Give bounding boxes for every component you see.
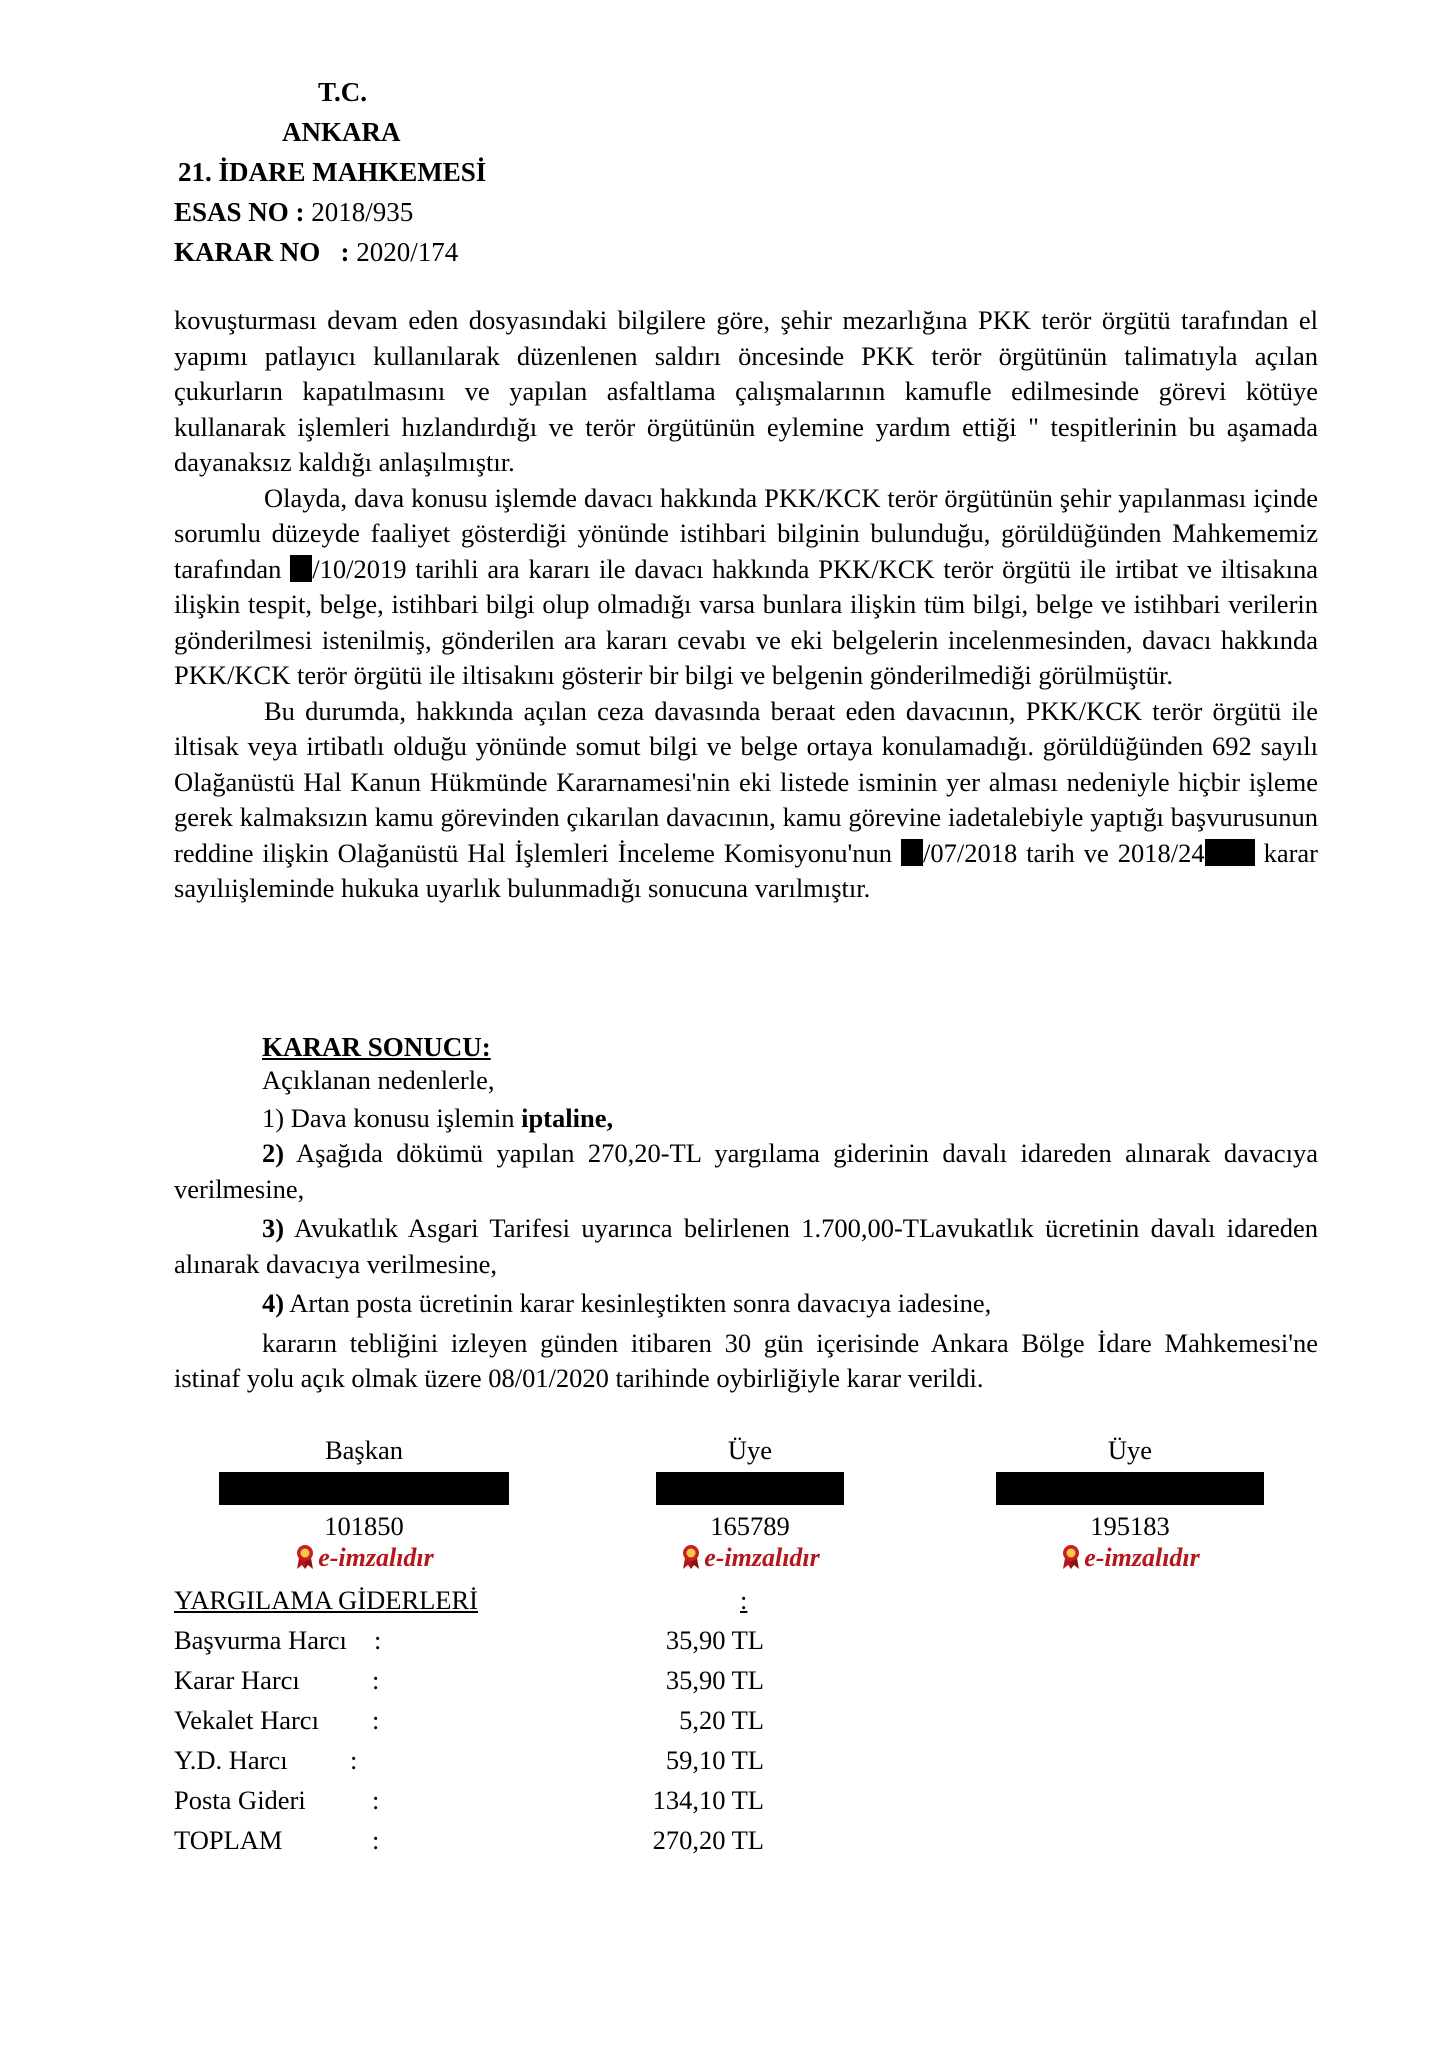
fee-amount: 35,90 TL: [665, 1665, 764, 1695]
result-item-1: [262, 1100, 613, 1136]
result-heading: KARAR SONUCU:: [262, 1032, 491, 1062]
fee-colon: :: [372, 1785, 380, 1815]
fee-label: TOPLAM: [174, 1825, 283, 1855]
e-signature-text: e-imzalıdır: [1084, 1543, 1200, 1572]
fee-label: Başvurma Harcı: [174, 1625, 347, 1655]
item-2-text: Aşağıda dökümü yapılan 270,20-TL yargılama giderinin davalı idareden alınarak davacıya verilmesine,: [174, 1138, 1318, 1204]
e-signature-text: e-imzalıdır: [318, 1543, 434, 1572]
seal-icon: [294, 1544, 316, 1570]
item-4-number: 4): [262, 1288, 285, 1318]
redaction-bar: [901, 839, 923, 866]
item-2-number: 2): [262, 1138, 285, 1168]
fees-heading: YARGILAMA GİDERLERİ: [174, 1585, 478, 1615]
body-text: [174, 303, 1318, 907]
signature-title: Üye: [727, 1435, 773, 1465]
header-country: T.C.: [318, 77, 368, 107]
item-3-text: Avukatlık Asgari Tarifesi uyarınca belirlenen 1.700,00-TLavukatlık ücretinin davalı idareden alınarak davacıya verilmesine,: [174, 1213, 1318, 1279]
fee-colon: :: [372, 1825, 380, 1855]
karar-value: 2020/174: [356, 237, 459, 267]
paragraph-2-part-a: Olayda, dava konusu işlemde davacı hakkında PKK/KCK terör örgütünün şehir yapılanması içinde sorumlu düzeyde faaliyet gösterdiği yönünde istihbari bilginin bulunduğu, görüldüğünden Mahkememiz tarafından: [174, 482, 1318, 584]
signature-uye-1: [600, 1432, 900, 1575]
fee-label: Y.D. Harcı: [174, 1745, 288, 1775]
item-4-text: Artan posta ücretinin karar kesinleştikten sonra davacıya iadesine,: [284, 1288, 992, 1318]
fee-amount: 134,10 TL: [652, 1785, 764, 1815]
item-1-bold: iptaline,: [521, 1103, 614, 1133]
paragraph-2-part-b: /10/2019 tarihli ara kararı ile davacı hakkında PKK/KCK terör örgütü ile irtibat ve iltisakına ilişkin tespit, belge, istihbari bilgi olup olmadığı varsa bunlara ilişkin tüm bilgi, belge ve istihbari verilerin gönderilmesi istenilmiş, gönderilen ara kararı cevabı ve eki belgelerin incelenmesinden, davacı hakkında PKK/KCK terör örgütü ile iltisakını gösterir bir bilgi ve belgenin gönderilmediği görülmüştür.: [174, 553, 1318, 690]
fees-table: [174, 1580, 874, 1880]
header-city: ANKARA: [282, 117, 401, 147]
paragraph-3-part-a: Bu durumda, hakkında açılan ceza davasında beraat eden davacının, PKK/KCK terör örgütü ile iltisak veya irtibatlı olduğu yönünde somut bilgi ve belge ortaya konulamadığı. görüldüğünden 692 sayılı Olağanüstü Hal Kanun Hükmünde Kararnamesi'nin eki listede isminin yer alması nedeniyle hiçbir işleme gerek kalmaksızın kamu görevinden çıkarılan davacının, kamu görevine iadetalebiyle yaptığı başvurusunun reddine ilişkin Olağanüstü Hal İşlemleri İnceleme Komisyonu'nun: [174, 695, 1318, 868]
paragraph-3: [174, 694, 1318, 907]
seal-icon: [1060, 1544, 1082, 1570]
redaction-bar: [290, 555, 312, 582]
fee-label: Posta Gideri: [174, 1785, 306, 1815]
esas-value: 2018/935: [311, 197, 414, 227]
result-closing: kararın tebliğini izleyen günden itibaren 30 gün içerisinde Ankara Bölge İdare Mahkemesi'ne istinaf yolu açık olmak üzere 08/01/2020 tarihinde oybirliğiyle karar verildi.: [174, 1327, 1318, 1393]
e-signature-text: e-imzalıdır: [704, 1543, 820, 1572]
result-item-4: [174, 1286, 1318, 1322]
fees-heading-colon: :: [740, 1585, 748, 1615]
e-signature-mark: [980, 1541, 1280, 1575]
signature-uye-2: [980, 1432, 1280, 1575]
fee-label: Karar Harcı: [174, 1665, 300, 1695]
header-esas: [174, 192, 413, 232]
signature-redaction: [219, 1472, 509, 1505]
result-items: [174, 1136, 1318, 1397]
signature-title: Üye: [1107, 1435, 1153, 1465]
signature-number: 101850: [324, 1511, 404, 1541]
signature-redaction: [656, 1472, 844, 1505]
item-1-text: 1) Dava konusu işlemin: [262, 1103, 522, 1133]
fee-colon: :: [372, 1665, 380, 1695]
result-intro: Açıklanan nedenlerle,: [262, 1065, 495, 1095]
result-item-3: [174, 1211, 1318, 1282]
seal-icon: [680, 1544, 702, 1570]
item-3-number: 3): [262, 1213, 285, 1243]
paragraph-2: [174, 481, 1318, 694]
fee-amount: 5,20 TL: [679, 1705, 764, 1735]
result-item-2: [174, 1136, 1318, 1207]
signature-number: 165789: [710, 1511, 790, 1541]
fee-colon: :: [372, 1705, 380, 1735]
fee-colon: :: [374, 1625, 382, 1655]
header-karar: [174, 232, 458, 272]
redaction-bar: [1205, 839, 1255, 866]
esas-label: ESAS NO :: [174, 197, 305, 227]
signature-number: 195183: [1090, 1511, 1170, 1541]
paragraph-3-part-b: /07/2018 tarih ve 2018/24: [923, 837, 1205, 868]
e-signature-mark: [600, 1541, 900, 1575]
signature-redaction: [996, 1472, 1264, 1505]
fee-amount: 35,90 TL: [665, 1625, 764, 1655]
header-court: 21. İDARE MAHKEMESİ: [178, 157, 487, 187]
fee-colon: :: [350, 1745, 358, 1775]
paragraph-1: kovuşturması devam eden dosyasındaki bilgilere göre, şehir mezarlığına PKK terör örgütü tarafından el yapımı patlayıcı kullanılarak düzenlenen saldırı öncesinde PKK terör örgütünün talimatıyla açılan çukurların kapatılmasını ve yapılan asfaltlama çalışmalarının kamufle edilmesinde görevi kötüye kullanarak işlemleri hızlandırdığı ve terör örgütünün eylemine yardım ettiği " tespitlerinin bu aşamada dayanaksız kaldığı anlaşılmıştır.: [174, 305, 1318, 477]
fee-amount: 270,20 TL: [652, 1825, 764, 1855]
e-signature-mark: [214, 1541, 514, 1575]
signature-baskan: [214, 1432, 514, 1575]
fee-label: Vekalet Harcı: [174, 1705, 319, 1735]
karar-label: KARAR NO :: [174, 237, 350, 267]
fee-amount: 59,10 TL: [665, 1745, 764, 1775]
signature-title: Başkan: [324, 1435, 403, 1465]
paragraph-3-part-c: karar sayılıişleminde hukuka uyarlık bulunmadığı sonucuna varılmıştır.: [174, 837, 1318, 903]
